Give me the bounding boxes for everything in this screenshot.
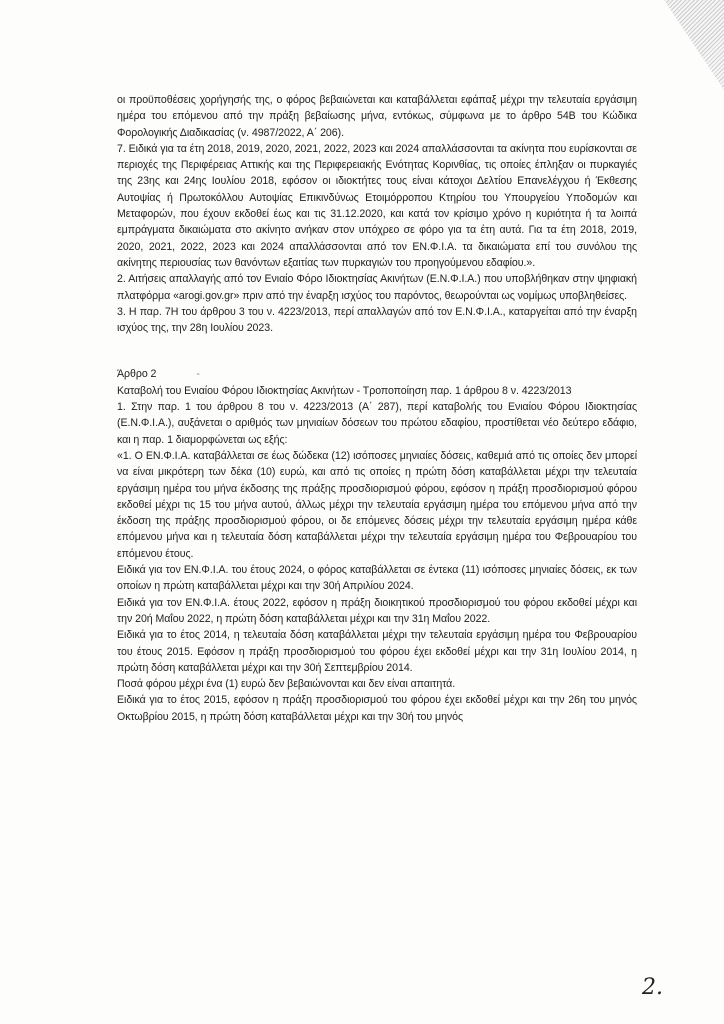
article-heading: Καταβολή του Ενιαίου Φόρου Ιδιοκτησίας Ακινήτων - Τροποποίηση παρ. 1 άρθρου 8 ν. 4223/2013 [117, 384, 572, 397]
paragraph-min-amount: Ποσά φόρου μέχρι ένα (1) ευρώ δεν βεβαιώνονται και δεν είναι απαιτητά. [117, 678, 456, 691]
handwritten-page-number: 2. [642, 975, 663, 1000]
paragraph-2024: Ειδικά για τον ΕΝ.Φ.Ι.Α. του έτους 2024, ο φόρος καταβάλλεται σε έντεκα (11) ισόποσες μηνιαίες δόσεις, εκ των οποίων η πρώτη καταβάλλεται μέχρι και την 30ή Απριλίου 2024. [117, 564, 637, 593]
article-number-text: Άρθρο 2 [117, 368, 157, 381]
paragraph-2015: Ειδικά για το έτος 2015, εφόσον η πράξη προσδιορισμού του φόρου έχει εκδοθεί μέχρι και την 26η του μηνός Οκτωβρίου 2015, η πρώτη δόση καταβάλλεται μέχρι και την 30ή του μηνός [117, 694, 637, 723]
paragraph-continuation: οι προϋποθέσεις χορήγησής της, ο φόρος βεβαιώνεται και καταβάλλεται εφάπαξ μέχρι την τελευταία εργάσιμη ημέρα του επόμενου από την πράξη βεβαίωσης μήνα, εντόκως, σύμφωνα με το άρθρο 54Β του Κώδικα Φορολογικής Διαδικασίας (ν. 4987/2022, Α΄ 206). [117, 94, 637, 139]
article-paragraph-1: 1. Στην παρ. 1 του άρθρου 8 του ν. 4223/2013 (Α΄ 287), περί καταβολής του Ενιαίου Φόρου Ιδιοκτησίας (Ε.Ν.Φ.Ι.Α.), αυξάνεται ο αριθμός των μηνιαίων δόσεων του πρώτου εδαφίου, προστίθεται νέο δεύτερο εδάφιο, και η παρ. 1 διαμορφώνεται ως εξής: [117, 401, 637, 446]
quoted-paragraph-1: «1. Ο ΕΝ.Φ.Ι.Α. καταβάλλεται σε έως δώδεκα (12) ισόποσες μηνιαίες δόσεις, καθεμιά από τις οποίες δεν μπορεί να είναι μικρότερη των δέκα (10) ευρώ, και από τις οποίες η πρώτη δόση καταβάλλεται μέχρι την τελευταία εργάσιμη ημέρα του μήνα έκδοσης της πράξης προσδιορισμού φόρου, εφόσον η πράξη προσδιορισμού φόρου εκδοθεί μέχρι τις 15 του μήνα αυτού, άλλως μέχρι την τελευταία εργάσιμη ημέρα του επόμενου μήνα από την έκδοση της πράξης προσδιορισμού φόρου, οι δε επόμενες δόσεις μέχρι την τελευταία εργάσιμη ημέρα κάθε επόμενου μήνα και η τελευταία δόση καταβάλλεται μέχρι την τελευταία εργάσιμη ημέρα του Φεβρουαρίου του επόμενου έτους. [117, 449, 637, 560]
paragraph-2022: Ειδικά για τον ΕΝ.Φ.Ι.Α. έτους 2022, εφόσον η πράξη διοικητικού προσδιορισμού του φόρου εκδοθεί μέχρι και την 20ή Μαΐου 2022, η πρώτη δόση καταβάλλεται μέχρι και την 31η Μαΐου 2022. [117, 596, 637, 625]
document-body [117, 92, 637, 725]
paragraph-2014: Ειδικά για το έτος 2014, η τελευταία δόση καταβάλλεται μέχρι την τελευταία εργάσιμη ημέρα του Φεβρουαρίου του έτους 2015. Εφόσον η πράξη προσδιορισμού του φόρου έχει εκδοθεί μέχρι και την 31η Ιουλίου 2014, η πρώτη δόση καταβάλλεται μέχρι και την 30ή Σεπτεμβρίου 2014. [117, 629, 637, 674]
section-gap [117, 336, 637, 366]
paragraph-7: 7. Ειδικά για τα έτη 2018, 2019, 2020, 2021, 2022, 2023 και 2024 απαλλάσσονται τα ακίνητα που ευρίσκονται σε περιοχές της Περιφέρειας Αττικής και της Περιφερειακής Ενότητας Κορινθίας, τις οποίες έπληξαν οι πυρκαγιές της 23ης και 24ης Ιουλίου 2018, εφόσον οι ιδιοκτήτες τους είναι κάτοχοι Δελτίου Επανελέγχου ή Έκθεσης Αυτοψίας ή Πρωτοκόλλου Αυτοψίας Επικινδύνως Ετοιμόρροπου Κτηρίου του Υπουργείου Υποδομών και Μεταφορών, που έχουν εκδοθεί έως και τις 31.12.2020, και κατά τον κρίσιμο χρόνο η κυριότητα ή τα λοιπά εμπράγματα δικαιώματα στο ακίνητο ανήκαν στον υπόχρεο σε φόρο για τα έτη αυτά. Για τα έτη 2018, 2019, 2020, 2021, 2022, 2023 και 2024 απαλλάσσονται από τον ΕΝ.Φ.Ι.Α. τα δικαιώματα επί του συνόλου της ακίνητης περιουσίας των θανόντων εξαιτίας των πυρκαγιών του προηγούμενου εδαφίου.». [117, 142, 637, 269]
paragraph-3: 3. Η παρ. 7Η του άρθρου 3 του ν. 4223/2013, περί απαλλαγών από τον Ε.Ν.Φ.Ι.Α., καταργείται από την έναρξη ισχύος της, την 28η Ιουλίου 2023. [117, 305, 637, 335]
paragraph-2: 2. Αιτήσεις απαλλαγής από τον Ενιαίο Φόρο Ιδιοκτησίας Ακινήτων (Ε.Ν.Φ.Ι.Α.) που υποβλήθηκαν στην ψηφιακή πλατφόρμα «arogi.gov.gr» πριν από την έναρξη ισχύος του παρόντος, θεωρούνται ως νομίμως υποβληθείσες. [117, 273, 637, 302]
article-number [117, 366, 637, 382]
scan-mark: - [196, 368, 200, 381]
scan-corner-shadow [664, 0, 724, 90]
